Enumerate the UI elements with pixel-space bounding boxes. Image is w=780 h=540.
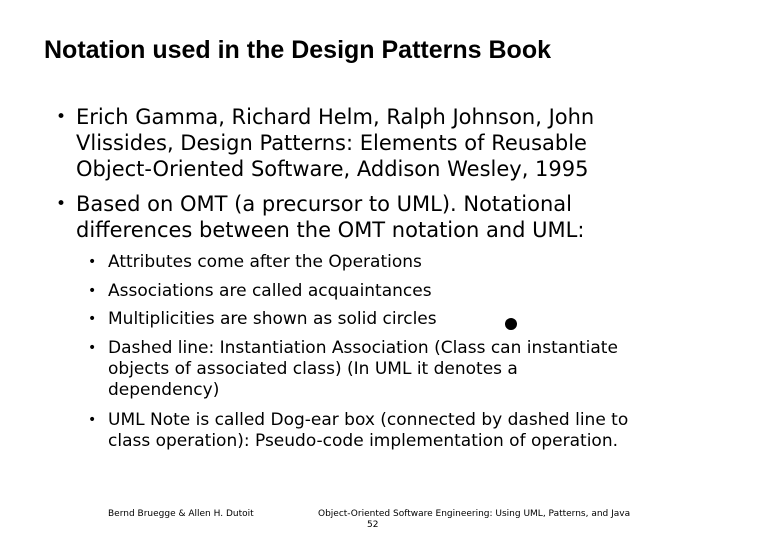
page-number: 52: [367, 520, 379, 530]
sub-bullet-text-line: objects of associated class) (In UML it denotes a: [108, 359, 518, 379]
sub-bullet-text-line: Multiplicities are shown as solid circles: [108, 309, 437, 329]
bullet-dot-icon: •: [56, 194, 67, 214]
bullet-text-line: Based on OMT (a precursor to UML). Notational: [76, 192, 572, 216]
bullet-dot-icon: •: [88, 311, 97, 327]
solid-circle-icon: [505, 318, 517, 330]
sub-bullet-text-line: Associations are called acquaintances: [108, 281, 432, 301]
bullet-text-line: Object-Oriented Software, Addison Wesley, 1995: [76, 157, 589, 181]
bullet-dot-icon: •: [88, 254, 97, 270]
bullet-text-line: Vlissides, Design Patterns: Elements of Reusable: [76, 131, 587, 155]
slide-title: Notation used in the Design Patterns Book: [44, 36, 551, 64]
sub-bullet-text-line: Attributes come after the Operations: [108, 252, 422, 272]
bullet-text-line: differences between the OMT notation and UML:: [76, 218, 585, 242]
footer-authors: Bernd Bruegge & Allen H. Dutoit: [108, 509, 254, 519]
bullet-text-line: Erich Gamma, Richard Helm, Ralph Johnson, John: [76, 105, 595, 129]
bullet-dot-icon: •: [88, 340, 97, 356]
sub-bullet-text-line: UML Note is called Dog-ear box (connected by dashed line to: [108, 410, 629, 430]
footer-book-title: Object-Oriented Software Engineering: Using UML, Patterns, and Java: [318, 509, 631, 519]
bullet-dot-icon: •: [56, 107, 67, 127]
sub-bullet-text-line: class operation): Pseudo-code implementation of operation.: [108, 431, 618, 451]
sub-bullet-text-line: Dashed line: Instantiation Association (Class can instantiate: [108, 338, 618, 358]
bullet-dot-icon: •: [88, 283, 97, 299]
bullet-dot-icon: •: [88, 412, 97, 428]
sub-bullet-text-line: dependency): [108, 380, 220, 400]
